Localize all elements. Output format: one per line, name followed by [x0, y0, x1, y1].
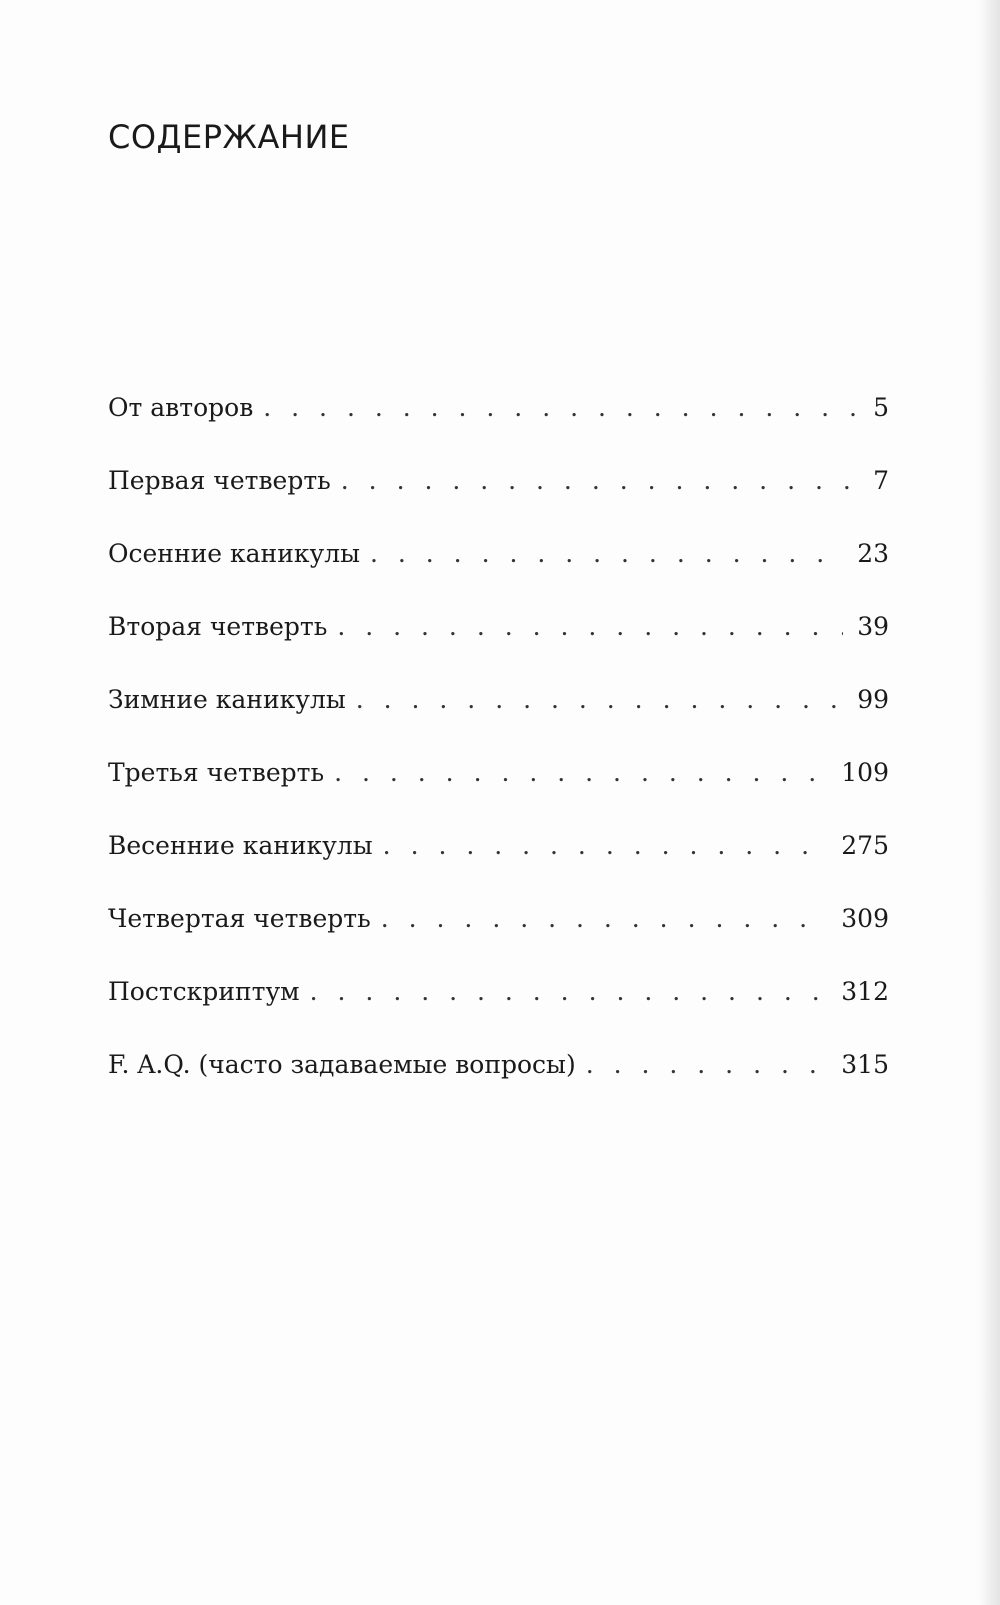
dot-leader — [383, 831, 828, 860]
toc-entry-label: От авторов — [108, 393, 254, 422]
toc-entry-page: 39 — [857, 612, 889, 641]
dot-leader — [586, 1050, 828, 1079]
toc-entry[interactable] — [108, 466, 889, 539]
toc-entry-page: 309 — [841, 904, 889, 933]
dot-leader — [263, 393, 859, 422]
toc-entry-label: Четвертая четверть — [108, 904, 371, 933]
toc-entry-page: 5 — [873, 393, 889, 422]
toc-entry-label: Зимние каникулы — [108, 685, 346, 714]
page-edge-shadow — [978, 0, 1000, 1605]
dot-leader — [337, 612, 843, 641]
toc-entry-page: 315 — [841, 1050, 889, 1079]
toc-entry[interactable] — [108, 831, 889, 904]
dot-leader — [370, 539, 843, 568]
toc-entry-label: Третья четверть — [108, 758, 325, 787]
dot-leader — [310, 977, 828, 1006]
toc-entry[interactable] — [108, 758, 889, 831]
toc-entry-page: 23 — [857, 539, 889, 568]
toc-entry[interactable] — [108, 904, 889, 977]
toc-entry-label: Вторая четверть — [108, 612, 328, 641]
page-title: СОДЕРЖАНИЕ — [108, 118, 350, 156]
table-of-contents — [108, 393, 889, 1123]
toc-entry-label: Весенние каникулы — [108, 831, 373, 860]
toc-entry-label: Осенние каникулы — [108, 539, 360, 568]
toc-entry-page: 109 — [841, 758, 889, 787]
toc-entry-label: Первая четверть — [108, 466, 331, 495]
toc-entry[interactable] — [108, 539, 889, 612]
dot-leader — [334, 758, 827, 787]
toc-entry[interactable] — [108, 685, 889, 758]
toc-entry[interactable] — [108, 612, 889, 685]
toc-entry[interactable] — [108, 1050, 889, 1123]
toc-entry-page: 275 — [841, 831, 889, 860]
dot-leader — [341, 466, 859, 495]
toc-entry[interactable] — [108, 393, 889, 466]
toc-entry-page: 312 — [841, 977, 889, 1006]
toc-entry[interactable] — [108, 977, 889, 1050]
dot-leader — [356, 685, 843, 714]
toc-entry-label: Постскриптум — [108, 977, 300, 1006]
toc-entry-page: 99 — [857, 685, 889, 714]
toc-entry-label: F. A.Q. (часто задаваемые вопросы) — [108, 1050, 576, 1079]
toc-entry-page: 7 — [873, 466, 889, 495]
dot-leader — [381, 904, 828, 933]
